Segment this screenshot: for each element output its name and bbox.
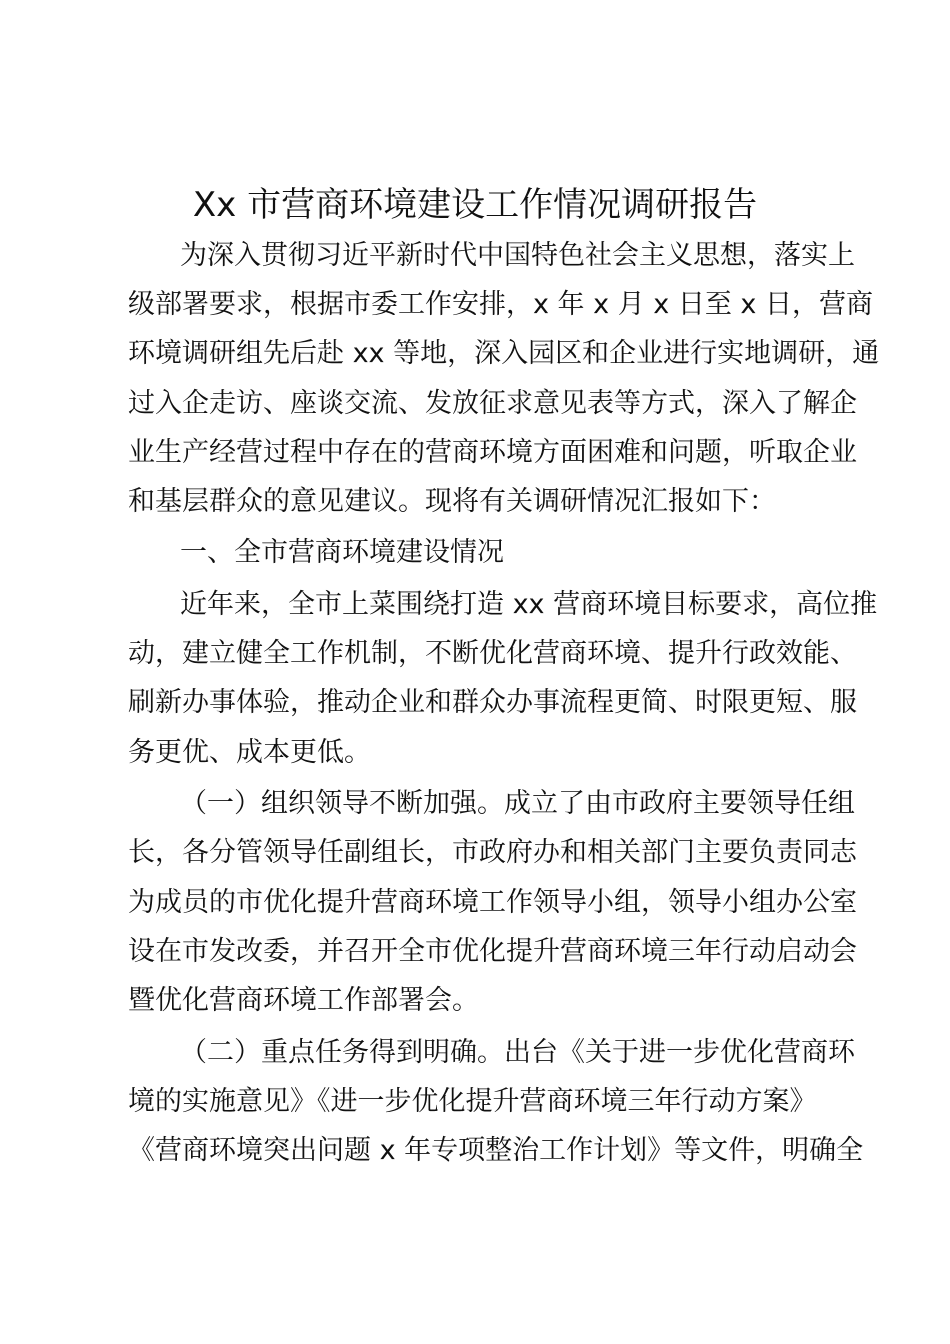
paragraph-line: 为成员的市优化提升营商环境工作领导小组，领导小组办公室 [128, 887, 857, 918]
paragraph-line: 为深入贯彻习近平新时代中国特色社会主义思想，落实上 [180, 240, 855, 271]
paragraph-line: 《营商环境突出问题 x 年专项整治工作计划》等文件，明确全 [128, 1135, 864, 1166]
paragraph-line: 过入企走访、座谈交流、发放征求意见表等方式，深入了解企 [128, 388, 857, 419]
paragraph-line: 近年来，全市上菜围绕打造 xx 营商环境目标要求，高位推 [180, 589, 878, 620]
paragraph-line: 设在市发改委，并召开全市优化提升营商环境三年行动启动会 [128, 936, 857, 967]
paragraph-line: 和基层群众的意见建议。现将有关调研情况汇报如下： [128, 486, 776, 517]
paragraph-line: 动，建立健全工作机制，不断优化营商环境、提升行政效能、 [128, 638, 857, 669]
paragraph-line: 刷新办事体验，推动企业和群众办事流程更简、时限更短、服 [128, 687, 857, 718]
section-heading: 一、全市营商环境建设情况 [180, 537, 504, 568]
paragraph-line: 暨优化营商环境工作部署会。 [128, 985, 479, 1016]
document-title: Xx 市营商环境建设工作情况调研报告 [192, 185, 758, 225]
paragraph-line: 环境调研组先后赴 xx 等地，深入园区和企业进行实地调研，通 [128, 338, 880, 369]
paragraph-line: 境的实施意见》《进一步优化提升营商环境三年行动方案》 [128, 1086, 817, 1117]
paragraph-line: （一）组织领导不断加强。成立了由市政府主要领导任组 [180, 788, 855, 819]
paragraph-line: 业生产经营过程中存在的营商环境方面困难和问题，听取企业 [128, 437, 857, 468]
paragraph-line: （二）重点任务得到明确。出台《关于进一步优化营商环 [180, 1037, 855, 1068]
paragraph-line: 长，各分管领导任副组长，市政府办和相关部门主要负责同志 [128, 837, 857, 868]
paragraph-line: 级部署要求，根据市委工作安排，x 年 x 月 x 日至 x 日，营商 [128, 289, 873, 320]
paragraph-line: 务更优、成本更低。 [128, 737, 371, 768]
